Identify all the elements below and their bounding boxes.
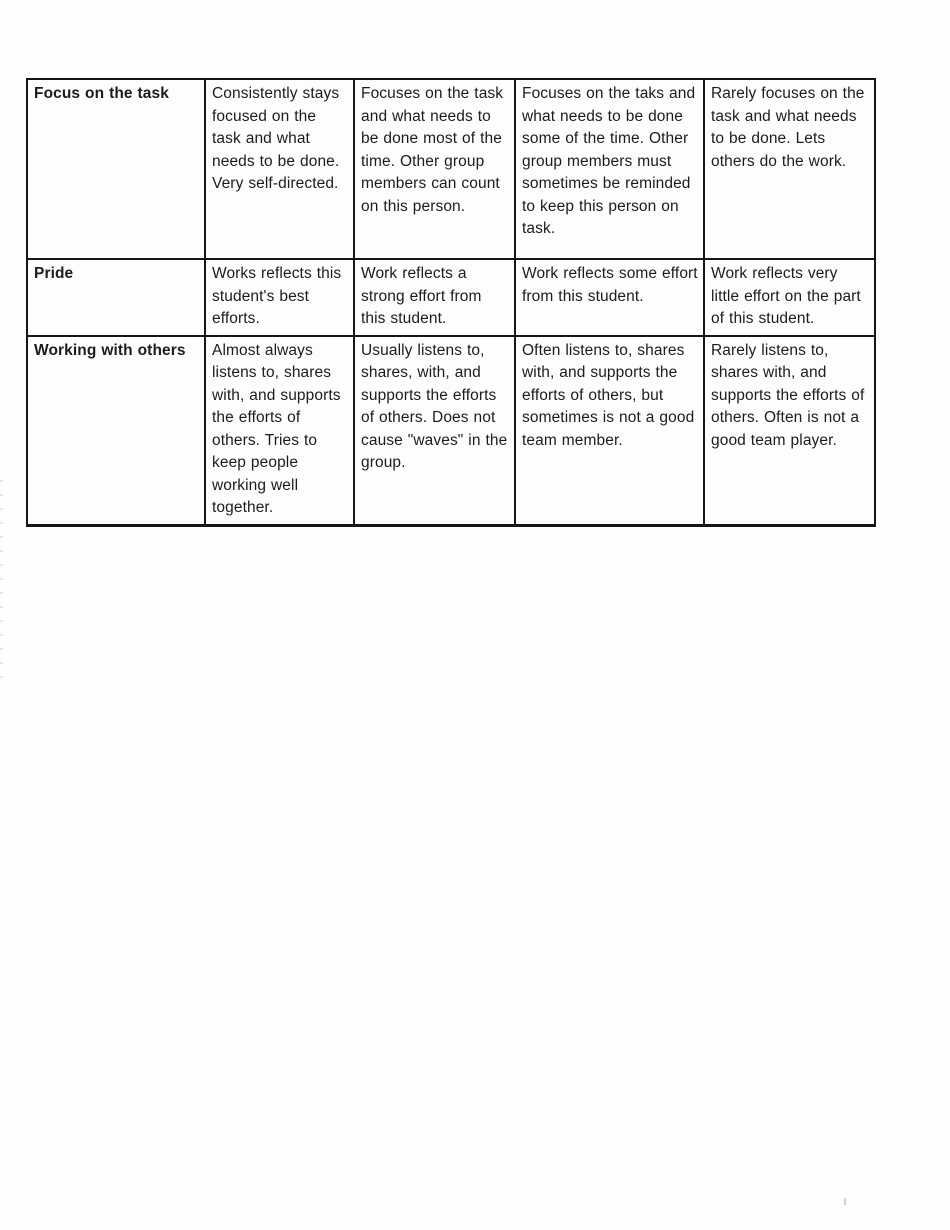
criterion-cell-pride: Pride <box>27 259 205 336</box>
rubric-cell-pride-level-3: Work reflects some effort from this student. <box>515 259 704 336</box>
rubric-cell-pride-level-2: Work reflects a strong effort from this student. <box>354 259 515 336</box>
table-row <box>27 79 875 259</box>
rubric-table <box>26 78 876 527</box>
rubric-cell-focus-level-4: Rarely focuses on the task and what needs to be done. Lets others do the work. <box>704 79 875 259</box>
rubric-cell-focus-level-2: Focuses on the task and what needs to be done most of the time. Other group members can count on this person. <box>354 79 515 259</box>
rubric-cell-working-level-4: Rarely listens to, shares with, and supports the efforts of others. Often is not a good team player. <box>704 336 875 526</box>
rubric-cell-pride-level-4: Work reflects very little effort on the part of this student. <box>704 259 875 336</box>
criterion-cell-working-with-others: Working with others <box>27 336 205 526</box>
rubric-cell-focus-level-3: Focuses on the taks and what needs to be done some of the time. Other group members must sometimes be reminded to keep this person on task. <box>515 79 704 259</box>
scan-artifact-left-edge <box>0 480 3 680</box>
rubric-cell-pride-level-1: Works reflects this student's best efforts. <box>205 259 354 336</box>
scan-artifact-speck <box>844 1198 846 1205</box>
criterion-cell-focus-on-the-task: Focus on the task <box>27 79 205 259</box>
rubric-cell-focus-level-1: Consistently stays focused on the task and what needs to be done. Very self-directed. <box>205 79 354 259</box>
rubric-cell-working-level-3: Often listens to, shares with, and supports the efforts of others, but sometimes is not a good team member. <box>515 336 704 526</box>
rubric-cell-working-level-1: Almost always listens to, shares with, and supports the efforts of others. Tries to keep people working well together. <box>205 336 354 526</box>
rubric-cell-working-level-2: Usually listens to, shares, with, and supports the efforts of others. Does not cause "waves" in the group. <box>354 336 515 526</box>
table-row <box>27 259 875 336</box>
table-row <box>27 336 875 526</box>
